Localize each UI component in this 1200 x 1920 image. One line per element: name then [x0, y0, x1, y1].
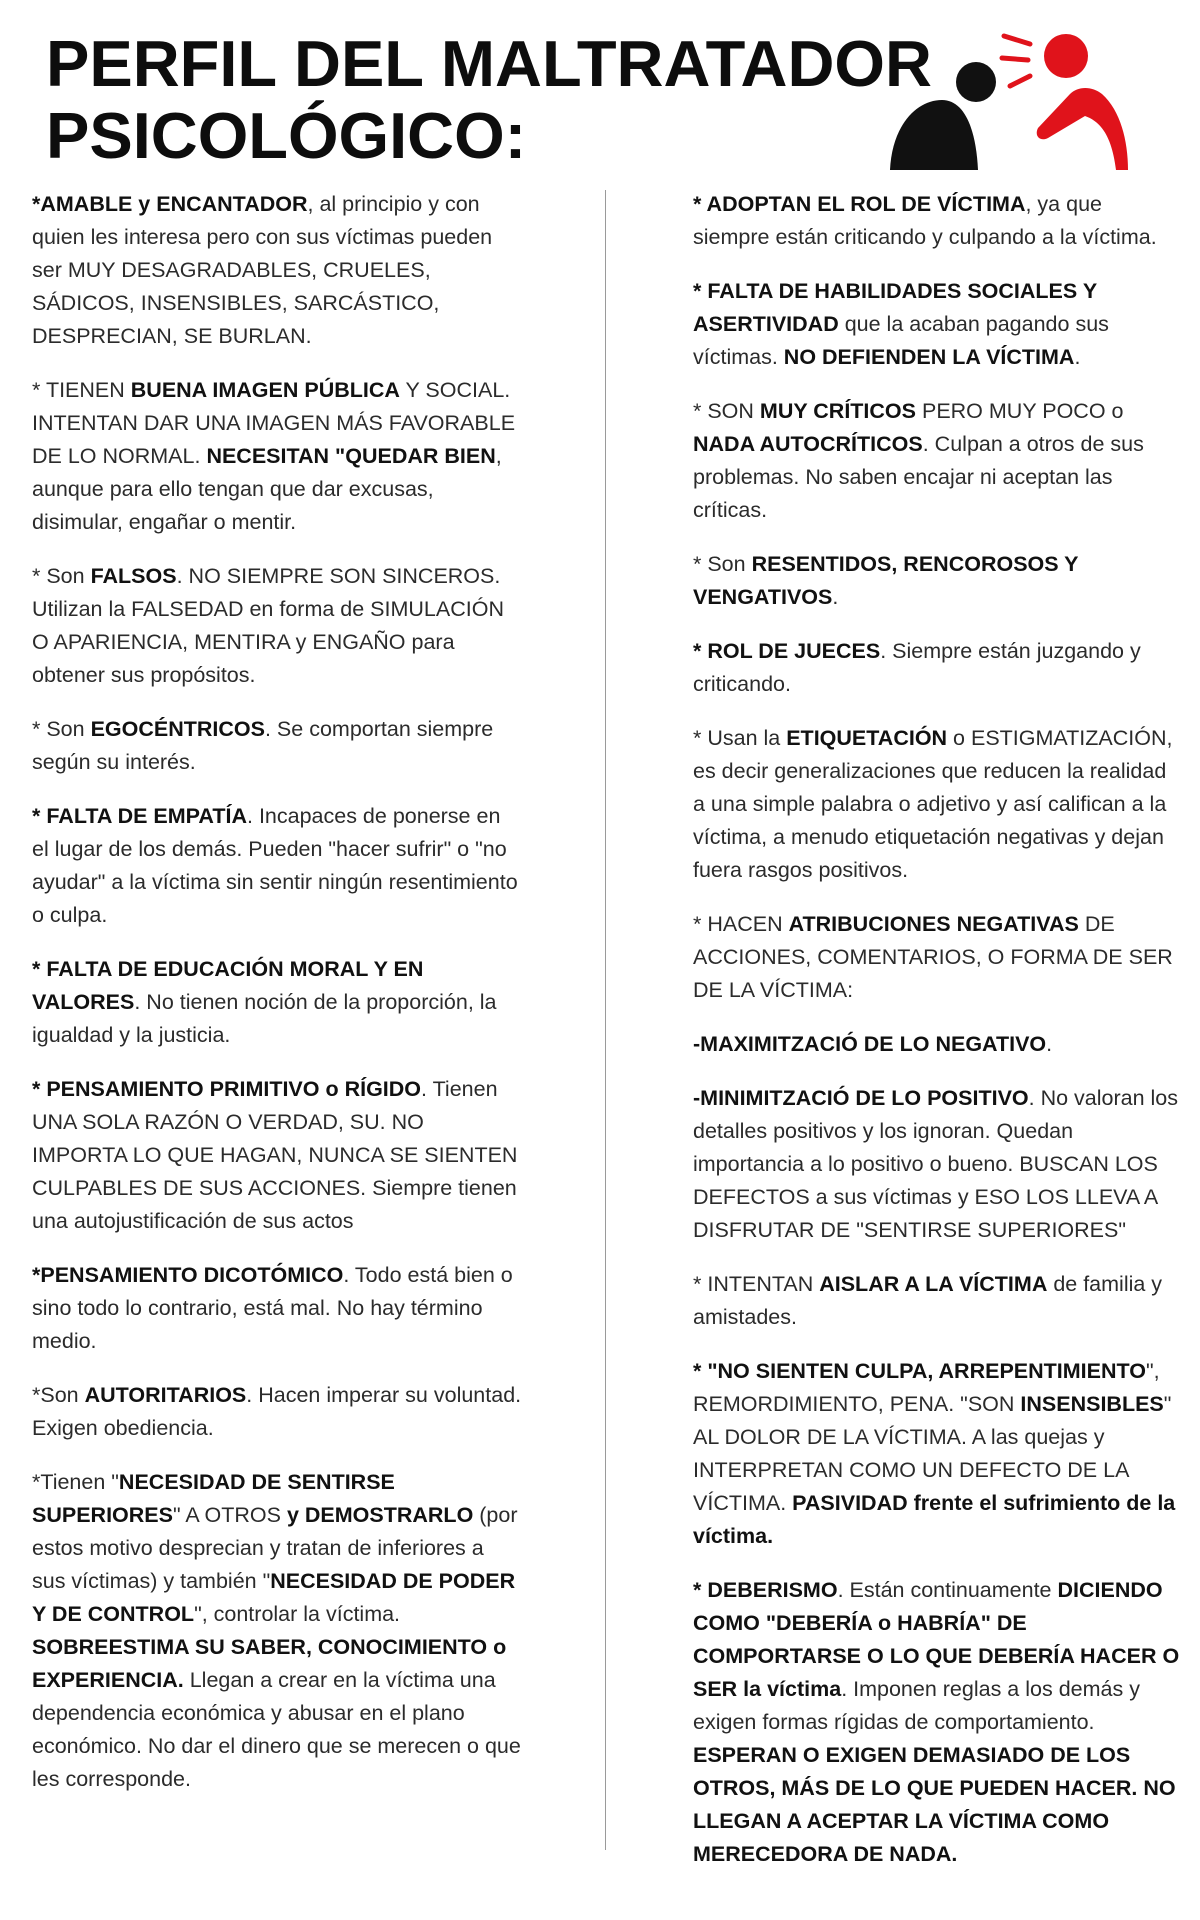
trait-emphasis: BUENA IMAGEN PÚBLICA	[130, 378, 400, 402]
trait-text: (por estos motivo desprecian y tratan de inferiores a sus víctimas) y también "	[32, 1503, 518, 1593]
victim-body	[890, 100, 978, 170]
trait-text: Llegan a crear en la víctima una dependencia económica y abusar en el plano económico. No dar el dinero que se merecen o que les corresponde.	[32, 1668, 521, 1791]
victim-figure	[890, 62, 996, 170]
trait-paragraph	[693, 548, 1183, 614]
trait-emphasis: RESENTIDOS, RENCOROSOS Y VENGATIVOS	[693, 552, 1079, 609]
trait-text: .	[1074, 345, 1081, 369]
trait-text: . Hacen imperar su voluntad. Exigen obediencia.	[32, 1383, 522, 1440]
trait-paragraph	[693, 1268, 1183, 1334]
trait-text: . Siempre están juzgando y criticando.	[693, 639, 1141, 696]
trait-text: " AL DOLOR DE LA VÍCTIMA. A las quejas y INTERPRETAN COMO UN DEFECTO DE LA VÍCTIMA.	[693, 1392, 1172, 1515]
right-column	[693, 188, 1183, 1892]
trait-emphasis: * FALTA DE EMPATÍA	[32, 804, 247, 828]
trait-emphasis: NECESIDAD DE PODER Y DE CONTROL	[32, 1569, 516, 1626]
trait-text: . Se comportan siempre según su interés.	[32, 717, 494, 774]
trait-emphasis: * PENSAMIENTO PRIMITIVO o RÍGIDO	[32, 1077, 422, 1101]
trait-text: . Imponen reglas a los demás y exigen formas rígidas de comportamiento.	[693, 1677, 1140, 1734]
trait-emphasis: DICIENDO COMO "DEBERÍA o HABRÍA" DE COMPORTARSE O LO QUE DEBERÍA HACER O SER la víctima	[693, 1578, 1180, 1701]
trait-emphasis: EGOCÉNTRICOS	[90, 717, 265, 741]
trait-text: . Todo está bien o sino todo lo contrario, está mal. No hay término medio.	[32, 1263, 513, 1353]
trait-text: *Tienen "	[32, 1470, 119, 1494]
trait-emphasis: ESPERAN O EXIGEN DEMASIADO DE LOS OTROS, MÁS DE LO QUE PUEDEN HACER. NO LLEGAN A ACEPTAR LA VÍCTIMA COMO MERECEDORA DE NADA.	[693, 1743, 1176, 1866]
trait-text: * SON	[693, 399, 760, 423]
shouting-person-icon	[880, 30, 1130, 170]
trait-paragraph	[32, 560, 522, 692]
column-divider	[605, 190, 606, 1850]
trait-text: , aunque para ello tengan que dar excusas, disimular, engañar o mentir.	[32, 444, 502, 534]
aggressor-figure	[1002, 34, 1128, 170]
trait-emphasis: * FALTA DE HABILIDADES SOCIALES Y ASERTIVIDAD	[693, 279, 1097, 336]
trait-text: , ya que siempre están criticando y culpando a la víctima.	[693, 192, 1157, 249]
trait-text: ", REMORDIMIENTO, PENA. "SON	[693, 1359, 1160, 1416]
trait-paragraph	[693, 188, 1183, 254]
trait-paragraph	[32, 374, 522, 539]
trait-emphasis: *PENSAMIENTO DICOTÓMICO	[32, 1263, 344, 1287]
trait-paragraph	[693, 395, 1183, 527]
trait-paragraph	[32, 800, 522, 932]
trait-emphasis: * ROL DE JUECES	[693, 639, 881, 663]
trait-text: * Usan la	[693, 726, 787, 750]
trait-text: . No tienen noción de la proporción, la igualdad y la justicia.	[32, 990, 497, 1047]
trait-emphasis: * ADOPTAN EL ROL DE VÍCTIMA	[693, 192, 1026, 216]
trait-paragraph	[32, 1259, 522, 1358]
trait-paragraph	[693, 1028, 1183, 1061]
trait-text: ", controlar la víctima.	[194, 1602, 401, 1626]
trait-emphasis: SOBREESTIMA SU SABER, CONOCIMIENTO o EXPERIENCIA.	[32, 1635, 507, 1692]
trait-emphasis: * DEBERISMO	[693, 1578, 838, 1602]
trait-text: * INTENTAN	[693, 1272, 820, 1296]
page-title	[46, 28, 932, 172]
trait-emphasis: NECESIDAD DE SENTIRSE SUPERIORES	[32, 1470, 395, 1527]
title-line-1: PERFIL DEL MALTRATADOR	[46, 27, 932, 100]
trait-text: PERO MUY POCO o	[916, 399, 1124, 423]
trait-emphasis: -MAXIMITZACIÓ DE LO NEGATIVO	[693, 1032, 1047, 1056]
trait-text: . Tienen UNA SOLA RAZÓN O VERDAD, SU. NO IMPORTA LO QUE HAGAN, NUNCA SE SIENTEN CULPABLES DE SUS ACCIONES. Siempre tienen una autojustificación de sus actos	[32, 1077, 518, 1233]
trait-paragraph	[693, 1082, 1183, 1247]
trait-emphasis: * FALTA DE EDUCACIÓN MORAL Y EN VALORES	[32, 957, 424, 1014]
trait-paragraph	[32, 1379, 522, 1445]
trait-emphasis: ETIQUETACIÓN	[786, 726, 948, 750]
left-column	[32, 188, 522, 1817]
trait-text: DE ACCIONES, COMENTARIOS, O FORMA DE SER DE LA VÍCTIMA:	[693, 912, 1173, 1002]
trait-emphasis: NECESITAN "QUEDAR BIEN	[206, 444, 496, 468]
trait-paragraph	[32, 1466, 522, 1796]
trait-paragraph	[693, 1355, 1183, 1553]
title-line-2: PSICOLÓGICO:	[46, 99, 527, 172]
trait-text: o ESTIGMATIZACIÓN, es decir generalizaciones que reducen la realidad a una simple palabra o adjetivo y así califican a la víctima, a menudo etiquetación negativas y dejan fuera rasgos positivos.	[693, 726, 1173, 882]
trait-text: * Son	[32, 564, 91, 588]
trait-text: * HACEN	[693, 912, 789, 936]
trait-emphasis: INSENSIBLES	[1020, 1392, 1164, 1416]
trait-text: . Incapaces de ponerse en el lugar de los demás. Pueden "hacer sufrir" o "no ayudar" a la víctima sin sentir ningún resentimiento o culpa.	[32, 804, 518, 927]
trait-text: que la acaban pagando sus víctimas.	[693, 312, 1109, 369]
trait-emphasis: MUY CRÍTICOS	[759, 399, 916, 423]
trait-emphasis: *AMABLE y ENCANTADOR	[32, 192, 308, 216]
trait-emphasis: * "NO SIENTEN CULPA, ARREPENTIMIENTO	[693, 1359, 1146, 1383]
trait-emphasis: y DEMOSTRARLO	[286, 1503, 474, 1527]
shout-line-1	[1004, 36, 1030, 44]
trait-emphasis: AISLAR A LA VÍCTIMA	[819, 1272, 1048, 1296]
trait-paragraph	[32, 953, 522, 1052]
trait-emphasis: AUTORITARIOS	[84, 1383, 247, 1407]
trait-text: * Son	[32, 717, 91, 741]
aggressor-head	[1044, 34, 1088, 78]
trait-emphasis: ATRIBUCIONES NEGATIVAS	[788, 912, 1079, 936]
trait-paragraph	[32, 188, 522, 353]
trait-emphasis: FALSOS	[90, 564, 177, 588]
trait-text: . NO SIEMPRE SON SINCEROS. Utilizan la FALSEDAD en forma de SIMULACIÓN O APARIENCIA, MENTIRA y ENGAÑO para obtener sus propósitos.	[32, 564, 504, 687]
trait-emphasis: -MINIMITZACIÓ DE LO POSITIVO	[693, 1086, 1029, 1110]
shout-line-3	[1010, 76, 1030, 86]
trait-text: , al principio y con quien les interesa pero con sus víctimas pueden ser MUY DESAGRADABLES, CRUELES, SÁDICOS, INSENSIBLES, SARCÁSTICO, DESPRECIAN, SE BURLAN.	[32, 192, 493, 348]
trait-text: de familia y amistades.	[693, 1272, 1163, 1329]
trait-text: . Culpan a otros de sus problemas. No saben encajar ni aceptan las críticas.	[693, 432, 1144, 522]
victim-head	[956, 62, 996, 102]
trait-paragraph	[32, 713, 522, 779]
trait-text: .	[1046, 1032, 1053, 1056]
trait-paragraph	[693, 908, 1183, 1007]
trait-emphasis: NADA AUTOCRÍTICOS	[693, 432, 923, 456]
trait-text: " A OTROS	[172, 1503, 287, 1527]
trait-paragraph	[32, 1073, 522, 1238]
trait-text: * TIENEN	[32, 378, 131, 402]
trait-text: * Son	[693, 552, 752, 576]
trait-text: . Están continuamente	[837, 1578, 1058, 1602]
trait-paragraph	[693, 635, 1183, 701]
trait-text: .	[832, 585, 839, 609]
shout-line-2	[1002, 58, 1028, 60]
trait-text: *Son	[32, 1383, 85, 1407]
trait-paragraph	[693, 722, 1183, 887]
trait-paragraph	[693, 275, 1183, 374]
trait-text: Y SOCIAL. INTENTAN DAR UNA IMAGEN MÁS FAVORABLE DE LO NORMAL.	[32, 378, 516, 468]
trait-paragraph	[693, 1574, 1183, 1871]
trait-emphasis: PASIVIDAD frente el sufrimiento de la víctima.	[693, 1491, 1176, 1548]
trait-text: . No valoran los detalles positivos y los ignoran. Quedan importancia a lo positivo o bueno. BUSCAN LOS DEFECTOS a sus víctimas y ESO LOS LLEVA A DISFRUTAR DE "SENTIRSE SUPERIORES"	[693, 1086, 1179, 1242]
aggressor-body	[1037, 88, 1128, 170]
trait-emphasis: NO DEFIENDEN LA VÍCTIMA	[783, 345, 1075, 369]
